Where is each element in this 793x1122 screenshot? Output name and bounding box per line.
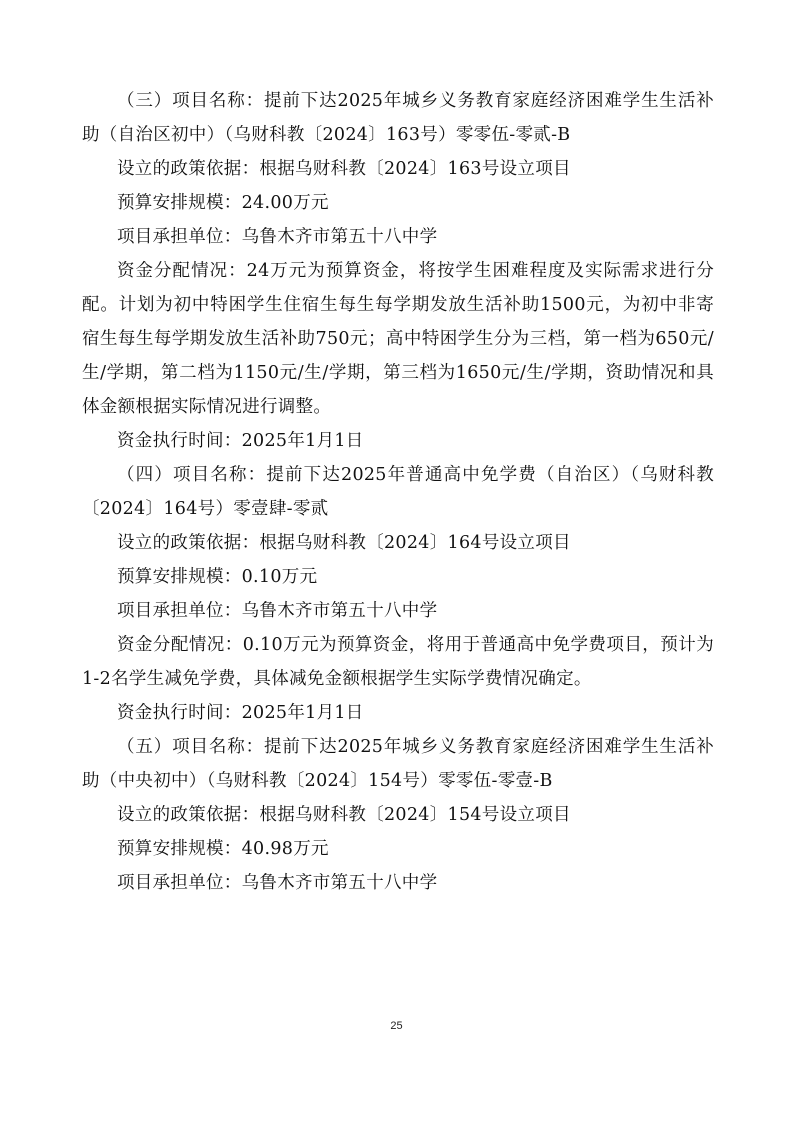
project-4-budget-scale: 预算安排规模：0.10万元: [117, 567, 318, 587]
project-5-responsible-unit: 项目承担单位：乌鲁木齐市第五十八中学: [117, 873, 438, 893]
project-5-title: （五）项目名称：提前下达2025年城乡义务教育家庭经济困难学生生活补助（中央初中）（乌财科教〔2024〕154号）零零伍-零壹-B: [82, 737, 714, 791]
project-3-execution-time: 资金执行时间：2025年1月1日: [117, 431, 364, 451]
project-4-title: （四）项目名称：提前下达2025年普通高中免学费（自治区）（乌财科教〔2024〕164号）零壹肆-零贰: [82, 465, 714, 519]
project-5-budget-scale: 预算安排规模：40.98万元: [117, 839, 329, 859]
project-4-execution-time: 资金执行时间：2025年1月1日: [117, 703, 364, 723]
project-4-fund-allocation: 资金分配情况：0.10万元为预算资金，将用于普通高中免学费项目，预计为1-2名学生减免学费，具体减免金额根据学生实际学费情况确定。: [82, 635, 714, 689]
project-4-policy-basis: 设立的政策依据：根据乌财科教〔2024〕164号设立项目: [117, 533, 571, 553]
project-3-fund-allocation: 资金分配情况：24万元为预算资金，将按学生困难程度及实际需求进行分配。计划为初中特困学生住宿生每生每学期发放生活补助1500元，为初中非寄宿生每生每学期发放生活补助750元；高中特困学生分为三档，第一档为650元/生/学期，第二档为1150元/生/学期，第三档为1650元/生/学期，资助情况和具体金额根据实际情况进行调整。: [82, 261, 714, 417]
project-3-title: （三）项目名称：提前下达2025年城乡义务教育家庭经济困难学生生活补助（自治区初中）（乌财科教〔2024〕163号）零零伍-零贰-B: [82, 91, 714, 145]
project-5-policy-basis: 设立的政策依据：根据乌财科教〔2024〕154号设立项目: [117, 805, 571, 825]
project-4-responsible-unit: 项目承担单位：乌鲁木齐市第五十八中学: [117, 601, 438, 621]
page-number: 25: [390, 1020, 403, 1032]
project-3-budget-scale: 预算安排规模：24.00万元: [117, 193, 329, 213]
project-3-policy-basis: 设立的政策依据：根据乌财科教〔2024〕163号设立项目: [117, 159, 571, 179]
project-3-responsible-unit: 项目承担单位：乌鲁木齐市第五十八中学: [117, 227, 438, 247]
body-text: [82, 84, 714, 900]
